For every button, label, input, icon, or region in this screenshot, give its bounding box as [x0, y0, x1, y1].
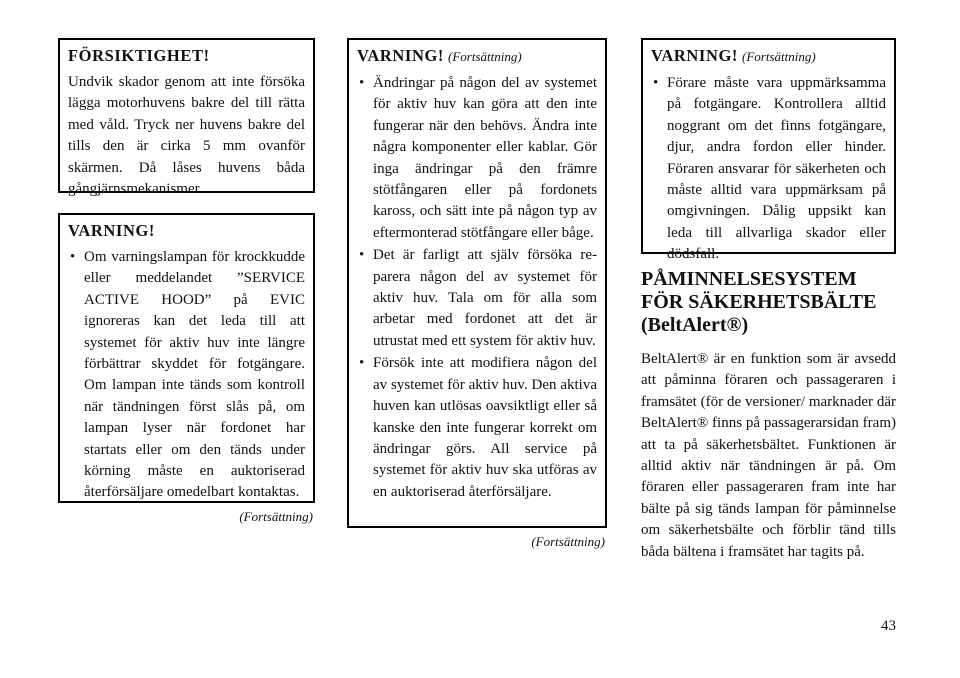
column-left	[58, 38, 315, 525]
continued-tag: (Fortsättning)	[448, 49, 522, 64]
continued-tag: (Fortsättning)	[742, 49, 816, 64]
warning-title: VARNING!	[68, 221, 156, 240]
warning-title	[651, 46, 886, 67]
warning-item: • Ändringar på någon del av systemet för aktiv huv kan göra att den inte fungerar när den behövs. Ändra inte några komponenter eller kablar. Gör inga ändringar på den främre stötfångaren eller på fordonets kaross, och sätt inte på någon typ av eftermonterad stötfångare eller båge.	[357, 73, 597, 244]
warning-list	[357, 73, 597, 503]
column-right	[641, 38, 896, 563]
warning-item: • Om varningslampan för krockkudde eller meddelandet ”SERVICE ACTIVE HOOD” på EVIC ignoreras kan det leda till att systemet för aktiv huv inte längre förbättrar skyddet för fotgängare. Om lampan inte tänds som kontroll när tändningen först slås på, om lampan lyser när fordonet har startats eller om den tänds under körning måste en auktoriserad återförsäljare omedelbart kontaktas.	[68, 247, 305, 504]
continued-note: (Fortsättning)	[531, 534, 605, 549]
warning-box	[58, 213, 315, 503]
warning-item: • Försök inte att modifiera någon del av systemet för aktiv huv. Den aktiva huven kan utlösas oavsiktligt eller så kanske den inte fungerar korrekt om ändringar görs. All service på systemet för aktiv huv ska utföras av en auktoriserad återförsäljare.	[357, 353, 597, 503]
warning-list	[651, 73, 886, 266]
warning-title-text: VARNING!	[651, 46, 739, 65]
warning-title-text: VARNING!	[357, 46, 445, 65]
warning-list	[68, 247, 305, 504]
section-body: BeltAlert® är en funktion som är avsedd att påminna föraren och passageraren i framsätet (för de versioner/ marknader där BeltAlert® finns på passagerarsidan fram) att ta på säkerhetsbältet. Funktionen är alltid aktiv när tändningen är på. Om föraren eller passageraren fram inte har bälte på sig tänds lampan för påminnelse om säkerhetsbälte och förblir tänd tills båda bältena i framsätet har tagits på.	[641, 351, 896, 560]
warning-item: • Förare måste vara uppmärksamma på fotgängare. Kontrollera alltid noggrant om det finns fotgängare, djur, andra fordon eller hinder. Föraren ansvarar för säkerheten och måste alltid vara uppmärksam på omgivningen. Dålig uppsikt kan leda till allvarliga skador eller dödsfall.	[651, 73, 886, 266]
page-number: 43	[881, 618, 896, 634]
caution-text: Undvik skador genom att inte försöka lägga motorhuvens bakre del till rätta med våld. Tryck ner huvens bakre del tills den är cirka 5 mm ovanför skärmen. Då låses huvens båda gångjärnsmekanismer.	[68, 74, 305, 198]
continued-note: (Fortsättning)	[239, 509, 313, 524]
caution-box	[58, 38, 315, 198]
warning-box	[641, 38, 896, 263]
section-heading: PÅMINNELSESYSTEM FÖR SÄKERHETSBÄLTE (BeltAlert®)	[641, 268, 877, 336]
column-middle	[347, 38, 607, 550]
warning-box	[347, 38, 607, 528]
warning-item: • Det är farligt att själv försöka reparera någon del av systemet för aktiv huv. Tala om för alla som arbetar med fordonet att det är utrustat med ett system för aktiv huv.	[357, 245, 597, 352]
caution-title: FÖRSIKTIGHET!	[68, 46, 210, 65]
warning-title	[357, 46, 597, 67]
